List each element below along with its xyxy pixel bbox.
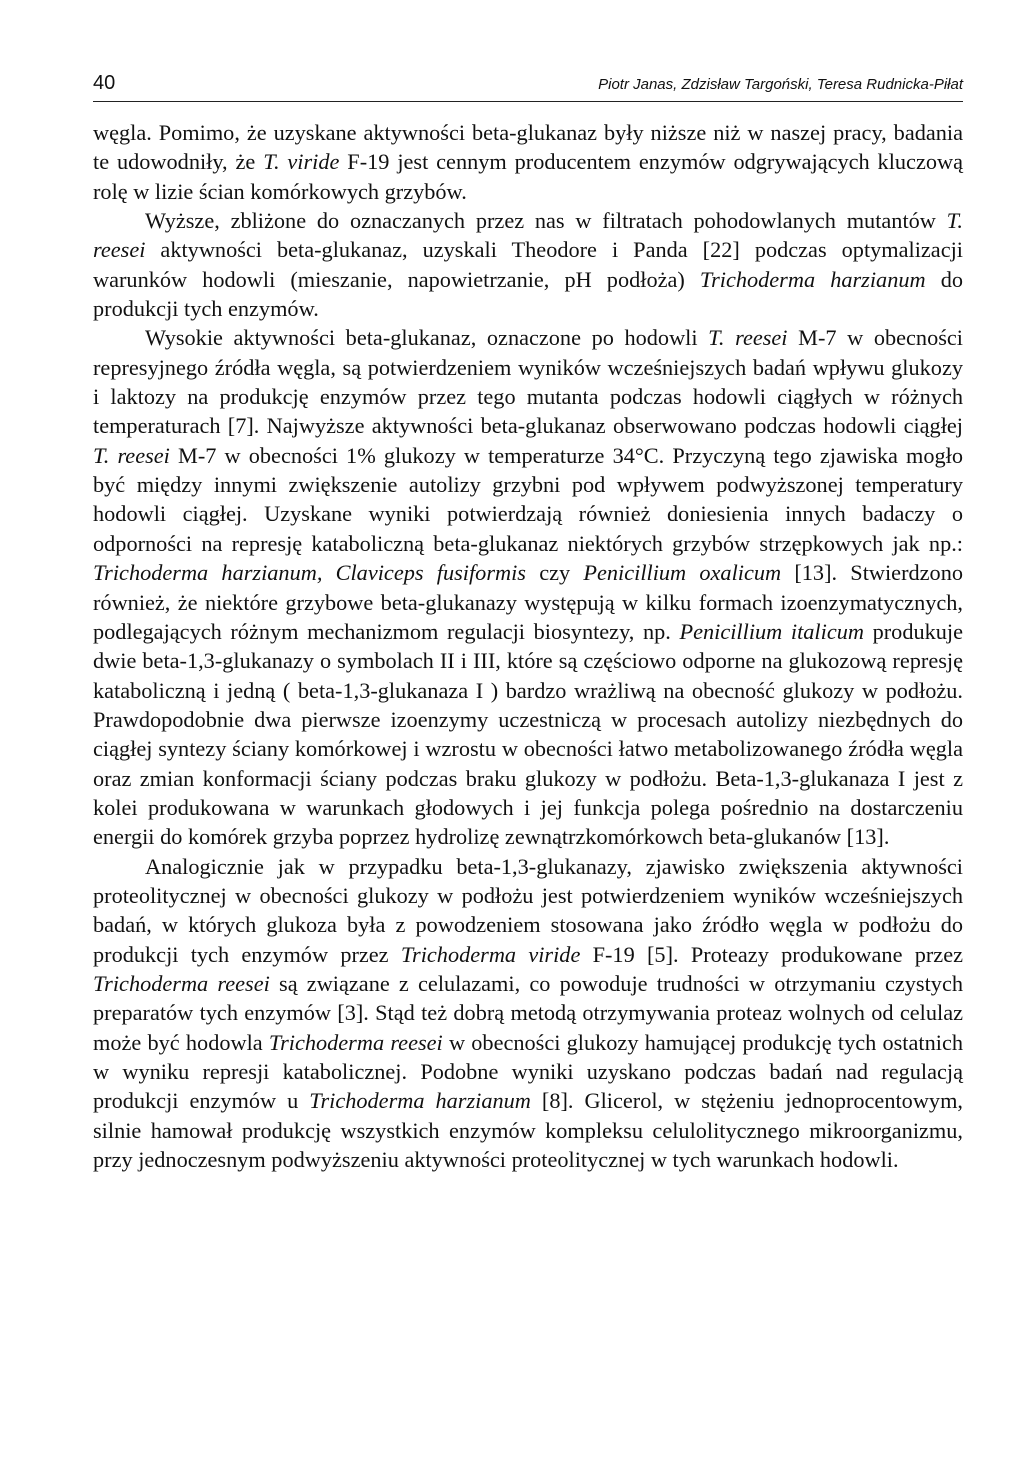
body-text <box>93 118 963 1174</box>
paragraph-3: Wysokie aktywności beta-glukanaz, oznaczone po hodowli T. reesei M-7 w obecności represyjnego źródła węgla, są potwierdzeniem wyników wcześniejszych badań wpływu glukozy i laktozy na produkcję enzymów przez tego mutanta podczas hodowli ciągłych w różnych temperaturach [7]. Najwyższe aktywności beta-glukanaz obserwowano podczas hodowli ciągłej T. reesei M-7 w obecności 1% glukozy w temperaturze 34°C. Przyczyną tego zjawiska mogło być między innymi zwiększenie autolizy grzybni pod wpływem podwyższonej temperatury hodowli ciągłej. Uzyskane wyniki potwierdzają również doniesienia innych badaczy o odporności na represję kataboliczną beta-glukanaz niektórych grzybów strzępkowych jak np.: Trichoderma harzianum, Claviceps fusiformis czy Penicillium oxalicum [13]. Stwierdzono również, że niektóre grzybowe beta-glukanazy występują w kilku formach izoenzymatycznych, podlegających różnym mechanizmom regulacji biosyntezy, np. Penicillium italicum produkuje dwie beta-1,3-glukanazy o symbolach II i III, które są częściowo odporne na glukozową represję kataboliczną i jedną ( beta-1,3-glukanaza I ) bardzo wrażliwą na obecność glukozy w podłożu. Prawdopodobnie dwa pierwsze izoenzymy uczestniczą w procesach autolizy niezbędnych do ciągłej syntezy ściany komórkowej i wzrostu w obecności łatwo metabolizowanego źródła węgla oraz zmian konformacji ściany podczas braku glukozy w podłożu. Beta-1,3-glukanaza I jest z kolei produkowana w warunkach głodowych i jej funkcja polega pośrednio na dostarczeniu energii do komórek grzyba poprzez hydrolizę zewnątrzkomórkowch beta-glukanów [13]. <box>93 325 964 850</box>
paragraph-1: węgla. Pomimo, że uzyskane aktywności beta-glukanaz były niższe niż w naszej pracy, badania te udowodniły, że T. viride F-19 jest cennym producentem enzymów odgrywających kluczową rolę w lizie ścian komórkowych grzybów. <box>93 120 963 204</box>
paragraph-4: Analogicznie jak w przypadku beta-1,3-glukanazy, zjawisko zwiększenia aktywności proteolitycznej w obecności glukozy w podłożu jest potwierdzeniem wyników wcześniejszych badań, w których glukoza była z powodzeniem stosowana jako źródło węgla w podłożu do produkcji tych enzymów przez Trichoderma viride F-19 [5]. Proteazy produkowane przez Trichoderma reesei są związane z celulazami, co powoduje trudności w otrzymaniu czystych preparatów tych enzymów [3]. Stąd też dobrą metodą otrzymywania proteaz wolnych od celulaz może być hodowla Trichoderma reesei w obecności glukozy hamującej produkcję tych ostatnich w wyniku represji katabolicznej. Podobne wyniki uzyskano podczas badań nad regulacją produkcji enzymów u Trichoderma harzianum [8]. Glicerol, w stężeniu jednoprocentowym, silnie hamował produkcję wszystkich enzymów kompleksu celulolitycznego mikroorganizmu, przy jednoczesnym podwyższeniu aktywności proteolitycznej w tych warunkach hodowli. <box>93 853 963 1173</box>
page-header <box>93 72 963 102</box>
running-head-authors: Piotr Janas, Zdzisław Targoński, Teresa Rudnicka-Piłat <box>598 76 963 93</box>
paragraph-2: Wyższe, zbliżone do oznaczanych przez nas w filtratach pohodowlanych mutantów T. reesei aktywności beta-glukanaz, uzyskali Theodore i Panda [22] podczas optymalizacji warunków hodowli (mieszanie, napowietrzanie, pH podłoża) Trichoderma harzianum do produkcji tych enzymów. <box>93 208 963 322</box>
page-number: 40 <box>93 72 116 94</box>
